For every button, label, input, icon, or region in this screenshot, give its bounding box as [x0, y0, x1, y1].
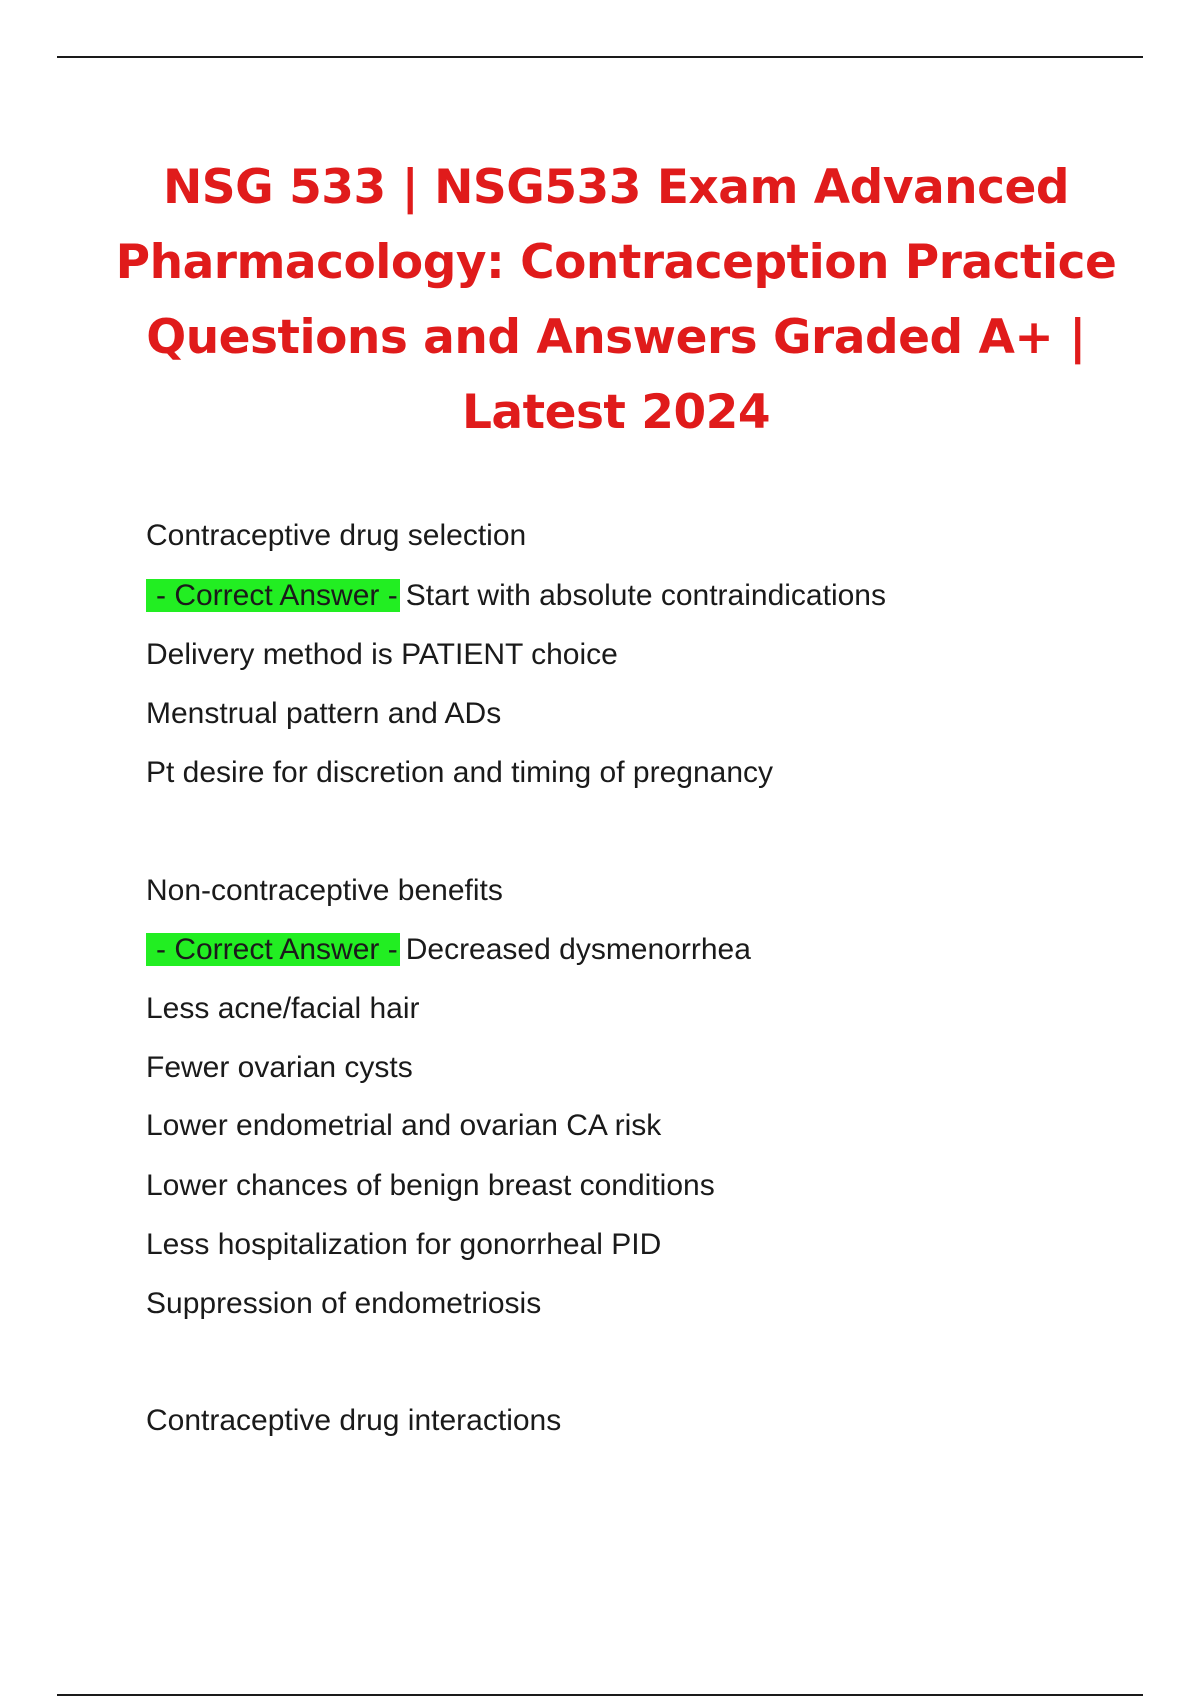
answer-text: Suppression of endometriosis [146, 1287, 542, 1320]
question-text: Contraceptive drug interactions [146, 1404, 562, 1437]
answer-text: Lower chances of benign breast conditions [146, 1169, 715, 1202]
answer-text: Fewer ovarian cysts [146, 1051, 413, 1084]
correct-answer-marker: - Correct Answer - [146, 933, 400, 966]
answer-text: Decreased dysmenorrhea [405, 933, 751, 966]
question-text: Contraceptive drug selection [146, 519, 527, 552]
answer-text: Pt desire for discretion and timing of pregnancy [146, 756, 773, 789]
top-rule [57, 56, 1143, 58]
question-text: Non-contraceptive benefits [146, 874, 503, 907]
answer-line [146, 576, 886, 616]
answer-text: Less acne/facial hair [146, 992, 420, 1025]
bottom-rule [57, 1694, 1143, 1696]
answer-text: Start with absolute contraindications [405, 579, 886, 612]
answer-text: Delivery method is PATIENT choice [146, 638, 618, 671]
answer-text: Lower endometrial and ovarian CA risk [146, 1109, 662, 1142]
answer-text: Less hospitalization for gonorrheal PID [146, 1228, 662, 1261]
answer-text: Menstrual pattern and ADs [146, 697, 502, 730]
answer-line [146, 930, 751, 970]
document-title: NSG 533 | NSG533 Exam Advanced Pharmacology: Contraception Practice Questions and Answers Graded A+ | Latest 2024 [115, 160, 1117, 440]
correct-answer-marker: - Correct Answer - [146, 579, 400, 612]
